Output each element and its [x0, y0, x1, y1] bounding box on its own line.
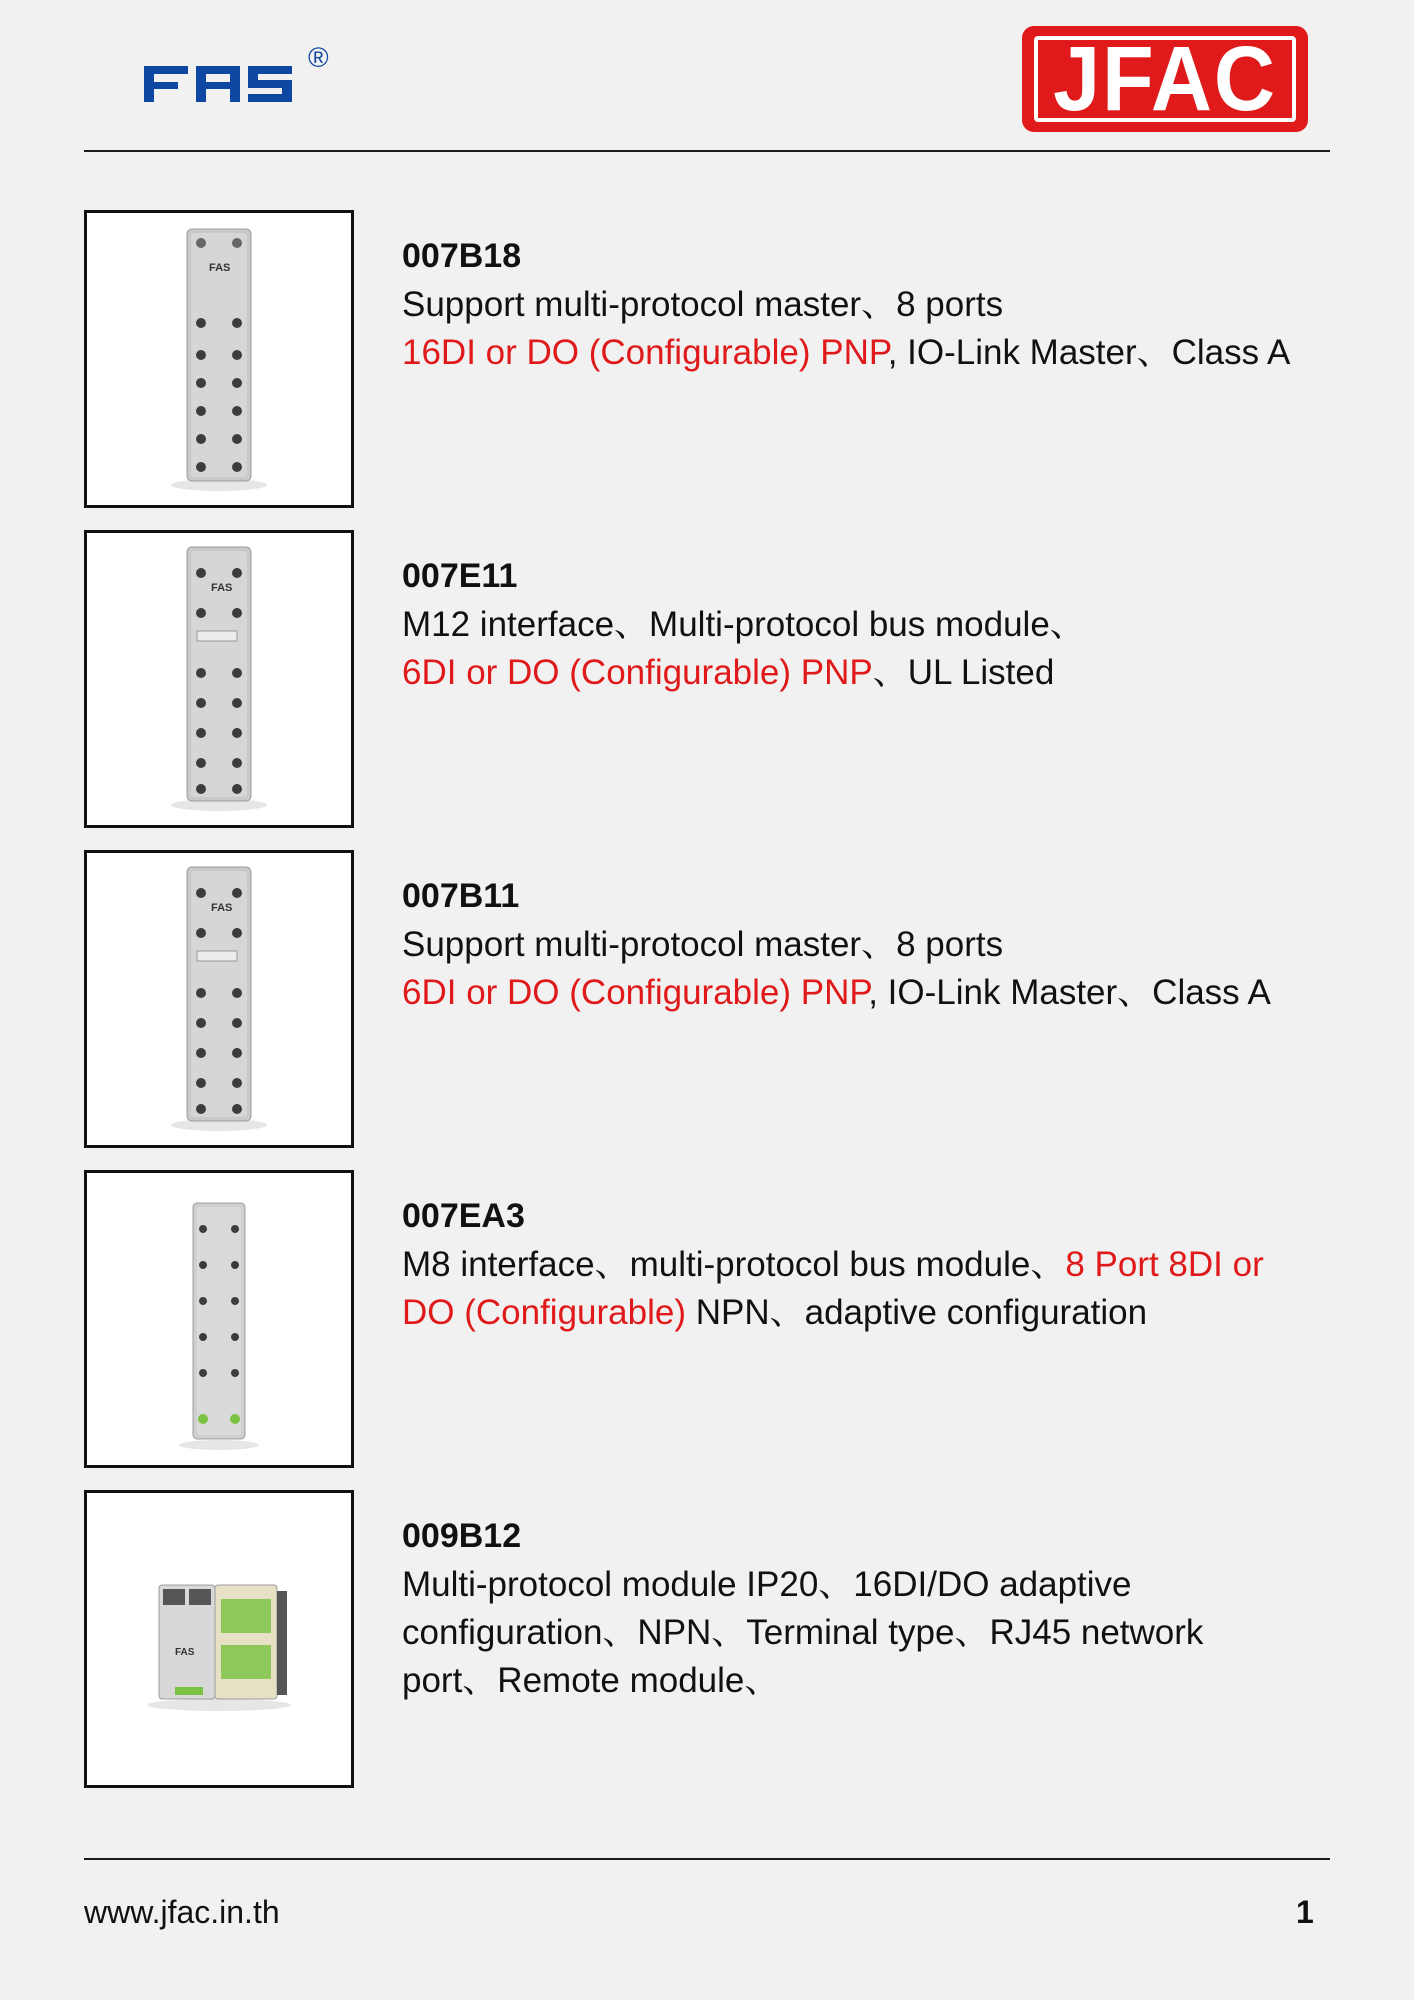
description-segment: NPN、adaptive configuration — [686, 1292, 1148, 1332]
product-item — [84, 1170, 1354, 1470]
header-divider — [84, 150, 1330, 152]
page-number: 1 — [1296, 1894, 1314, 1930]
product-item — [84, 1490, 1354, 1790]
product-description — [402, 1561, 1362, 1705]
description-line — [402, 1289, 1362, 1337]
description-line — [402, 969, 1362, 1017]
svg-text:FAS: FAS — [211, 902, 233, 914]
description-segment: configuration、NPN、Terminal type、RJ45 network — [402, 1612, 1204, 1652]
product-description — [402, 601, 1362, 697]
product-code: 007E11 — [402, 557, 518, 595]
description-segment: 、UL Listed — [872, 652, 1055, 692]
footer-divider — [84, 1858, 1330, 1860]
svg-text:FAS: FAS — [211, 582, 233, 594]
product-code: 007B18 — [402, 237, 522, 275]
product-image — [84, 1490, 354, 1788]
product-image — [84, 1170, 354, 1468]
description-line — [402, 1609, 1362, 1657]
description-segment-highlight: 6DI or DO (Configurable) PNP — [402, 972, 869, 1012]
description-line — [402, 1657, 1362, 1705]
description-segment-highlight: 6DI or DO (Configurable) PNP — [402, 652, 873, 692]
product-image — [84, 530, 354, 828]
product-info — [402, 556, 1362, 697]
description-line — [402, 601, 1362, 649]
product-image — [84, 850, 354, 1148]
product-code: 007EA3 — [402, 1197, 525, 1235]
description-segment-highlight: DO (Configurable) — [402, 1292, 686, 1332]
description-segment: Support multi-protocol master、8 ports — [402, 284, 1004, 324]
description-line — [402, 281, 1362, 329]
page-header — [0, 0, 1414, 152]
description-segment: port、Remote module、 — [402, 1660, 780, 1700]
jfac-logo-text: JFAC — [1053, 28, 1277, 130]
product-info — [402, 236, 1362, 377]
product-description — [402, 1241, 1362, 1337]
description-segment-highlight: 16DI or DO (Configurable) PNP — [402, 332, 888, 372]
product-code: 007B11 — [402, 877, 520, 915]
product-description — [402, 921, 1362, 1017]
product-info — [402, 1516, 1362, 1705]
product-image — [84, 210, 354, 508]
description-line — [402, 649, 1362, 697]
description-segment: Multi-protocol module IP20、16DI/DO adaptive — [402, 1564, 1132, 1604]
description-segment: M12 interface、Multi-protocol bus module、 — [402, 604, 1085, 644]
product-item — [84, 530, 1354, 830]
description-segment: , IO-Link Master、Class A — [868, 972, 1271, 1012]
product-item — [84, 210, 1354, 510]
product-item — [84, 850, 1354, 1150]
description-segment: M8 interface、multi-protocol bus module、 — [402, 1244, 1066, 1284]
product-info — [402, 1196, 1362, 1337]
description-line — [402, 329, 1362, 377]
description-line — [402, 921, 1362, 969]
product-code: 009B12 — [402, 1517, 522, 1555]
description-line — [402, 1241, 1362, 1289]
registered-mark: ® — [308, 42, 329, 73]
product-info — [402, 876, 1362, 1017]
svg-text:FAS: FAS — [175, 1647, 195, 1658]
product-description — [402, 281, 1362, 377]
svg-text:FAS: FAS — [209, 262, 231, 274]
description-segment: , IO-Link Master、Class A — [887, 332, 1291, 372]
description-segment-highlight: 8 Port 8DI or — [1065, 1244, 1264, 1284]
footer-website-link[interactable]: www.jfac.in.th — [84, 1894, 280, 1930]
description-line — [402, 1561, 1362, 1609]
description-segment: Support multi-protocol master、8 ports — [402, 924, 1004, 964]
jfac-logo — [1022, 26, 1308, 132]
